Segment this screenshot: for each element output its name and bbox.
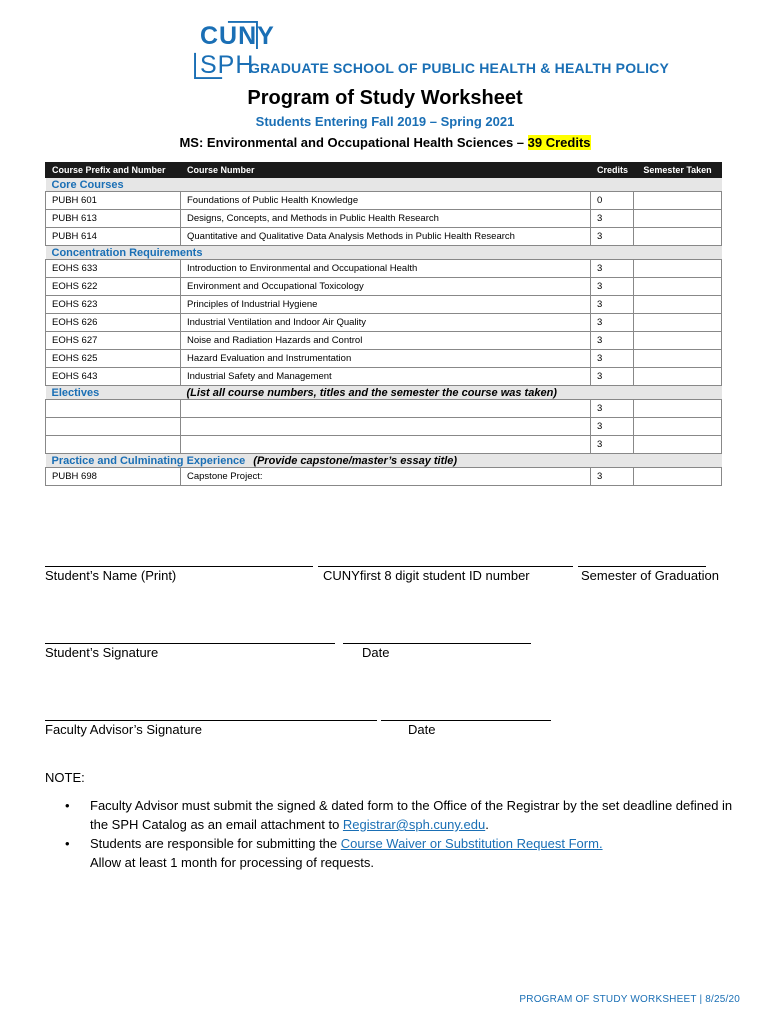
logo-cuny-text: CUNY <box>200 22 275 50</box>
page-title: Program of Study Worksheet <box>247 87 523 109</box>
student-date-label: Date <box>362 645 390 660</box>
course-name: Noise and Radiation Hazards and Control <box>181 332 591 350</box>
course-credits: 3 <box>591 400 634 418</box>
semester-taken-field[interactable] <box>634 400 722 418</box>
course-prefix: EOHS 623 <box>46 296 181 314</box>
student-date-line[interactable] <box>343 643 531 644</box>
cuny-sph-logo <box>192 18 670 84</box>
semester-taken-field[interactable] <box>634 418 722 436</box>
header-prefix: Course Prefix and Number <box>46 163 181 178</box>
list-item <box>45 834 745 872</box>
table-row <box>46 436 722 454</box>
student-name-line[interactable] <box>45 566 313 567</box>
table-row <box>46 314 722 332</box>
graduation-line[interactable] <box>578 566 706 567</box>
elective-prefix-field[interactable] <box>46 418 181 436</box>
header-course-number: Course Number <box>181 163 591 178</box>
note-text: Faculty Advisor must submit the signed & dated form to the Office of the Registrar by the set deadline defined in the SPH Catalog as an email attachment to <box>90 798 733 832</box>
course-prefix: EOHS 625 <box>46 350 181 368</box>
section-electives <box>46 386 722 400</box>
section-title: Core Courses <box>46 178 722 192</box>
course-credits: 0 <box>591 192 634 210</box>
table-row <box>46 350 722 368</box>
program-name: MS: Environmental and Occupational Health Sciences – <box>179 135 528 150</box>
waiver-form-link[interactable]: Course Waiver or Substitution Request Form. <box>340 836 603 851</box>
course-credits: 3 <box>591 210 634 228</box>
elective-name-field[interactable] <box>181 436 591 454</box>
course-credits: 3 <box>591 314 634 332</box>
semester-taken-field[interactable] <box>634 228 722 246</box>
semester-taken-field[interactable] <box>634 192 722 210</box>
course-name: Capstone Project: <box>181 468 591 486</box>
course-prefix: PUBH 613 <box>46 210 181 228</box>
note-heading: NOTE: <box>45 770 85 785</box>
semester-taken-field[interactable] <box>634 296 722 314</box>
table-row <box>46 332 722 350</box>
note-text-end: Allow at least 1 month for processing of requests. <box>90 855 374 870</box>
course-prefix: PUBH 601 <box>46 192 181 210</box>
course-credits: 3 <box>591 436 634 454</box>
advisor-signature-label: Faculty Advisor’s Signature <box>45 722 203 737</box>
course-name: Hazard Evaluation and Instrumentation <box>181 350 591 368</box>
bullet-icon: • <box>65 836 70 851</box>
section-title: Electives <box>46 386 181 400</box>
elective-prefix-field[interactable] <box>46 436 181 454</box>
table-row <box>46 278 722 296</box>
course-prefix: EOHS 626 <box>46 314 181 332</box>
advisor-date-label: Date <box>408 722 436 737</box>
header-credits: Credits <box>591 163 634 178</box>
program-credits: 39 Credits <box>527 135 591 150</box>
semester-taken-field[interactable] <box>634 278 722 296</box>
course-name: Designs, Concepts, and Methods in Public Health Research <box>181 210 591 228</box>
program-heading <box>0 135 770 150</box>
course-name: Environment and Occupational Toxicology <box>181 278 591 296</box>
table-row <box>46 468 722 486</box>
course-credits: 3 <box>591 332 634 350</box>
semester-taken-field[interactable] <box>634 350 722 368</box>
student-id-line[interactable] <box>318 566 573 567</box>
student-signature-line[interactable] <box>45 643 335 644</box>
elective-name-field[interactable] <box>181 400 591 418</box>
course-prefix: EOHS 633 <box>46 260 181 278</box>
list-item <box>45 796 745 834</box>
table-row <box>46 400 722 418</box>
course-credits: 3 <box>591 418 634 436</box>
course-name: Industrial Safety and Management <box>181 368 591 386</box>
section-concentration <box>46 246 722 260</box>
course-credits: 3 <box>591 350 634 368</box>
section-practice-cell <box>46 454 722 468</box>
note-text-end: . <box>485 817 489 832</box>
course-name: Industrial Ventilation and Indoor Air Quality <box>181 314 591 332</box>
table-row <box>46 260 722 278</box>
logo-sph-text: SPH <box>200 51 255 79</box>
course-table <box>45 162 722 486</box>
semester-taken-field[interactable] <box>634 436 722 454</box>
notes-list <box>45 796 745 872</box>
semester-taken-field[interactable] <box>634 468 722 486</box>
course-name: Introduction to Environmental and Occupational Health <box>181 260 591 278</box>
semester-taken-field[interactable] <box>634 314 722 332</box>
course-name: Foundations of Public Health Knowledge <box>181 192 591 210</box>
student-signature-label: Student’s Signature <box>45 645 159 660</box>
section-title: Concentration Requirements <box>46 246 722 260</box>
course-credits: 3 <box>591 296 634 314</box>
semester-taken-field[interactable] <box>634 260 722 278</box>
table-row <box>46 368 722 386</box>
semester-taken-field[interactable] <box>634 368 722 386</box>
course-credits: 3 <box>591 368 634 386</box>
section-note: (List all course numbers, titles and the semester the course was taken) <box>181 386 722 400</box>
section-practice <box>46 454 722 468</box>
advisor-date-line[interactable] <box>381 720 551 721</box>
elective-prefix-field[interactable] <box>46 400 181 418</box>
student-id-label: CUNYfirst 8 digit student ID number <box>323 568 530 583</box>
semester-taken-field[interactable] <box>634 210 722 228</box>
page-subtitle: Students Entering Fall 2019 – Spring 2021 <box>255 114 515 129</box>
student-name-label: Student’s Name (Print) <box>45 568 177 583</box>
course-name: Principles of Industrial Hygiene <box>181 296 591 314</box>
table-row <box>46 192 722 210</box>
bullet-icon: • <box>65 798 70 813</box>
header-semester-taken: Semester Taken <box>634 163 722 178</box>
section-title: Practice and Culminating Experience <box>51 454 246 467</box>
section-note: (Provide capstone/master’s essay title) <box>253 454 458 467</box>
registrar-email-link[interactable]: Registrar@sph.cuny.edu <box>342 817 486 832</box>
table-header-row <box>46 163 722 178</box>
section-core <box>46 178 722 192</box>
course-prefix: PUBH 698 <box>46 468 181 486</box>
course-prefix: EOHS 643 <box>46 368 181 386</box>
logo-school-name: GRADUATE SCHOOL OF PUBLIC HEALTH & HEALTH POLICY <box>249 60 670 76</box>
course-prefix: EOHS 622 <box>46 278 181 296</box>
graduation-label: Semester of Graduation <box>581 568 720 583</box>
page-footer: PROGRAM OF STUDY WORKSHEET | 8/25/20 <box>519 994 740 1005</box>
course-prefix: EOHS 627 <box>46 332 181 350</box>
table-row <box>46 418 722 436</box>
table-row <box>46 228 722 246</box>
course-credits: 3 <box>591 228 634 246</box>
course-credits: 3 <box>591 468 634 486</box>
advisor-signature-line[interactable] <box>45 720 377 721</box>
course-credits: 3 <box>591 260 634 278</box>
elective-name-field[interactable] <box>181 418 591 436</box>
note-text: Students are responsible for submitting the <box>90 836 341 851</box>
semester-taken-field[interactable] <box>634 332 722 350</box>
course-name: Quantitative and Qualitative Data Analysis Methods in Public Health Research <box>181 228 591 246</box>
table-row <box>46 210 722 228</box>
course-prefix: PUBH 614 <box>46 228 181 246</box>
table-row <box>46 296 722 314</box>
course-credits: 3 <box>591 278 634 296</box>
